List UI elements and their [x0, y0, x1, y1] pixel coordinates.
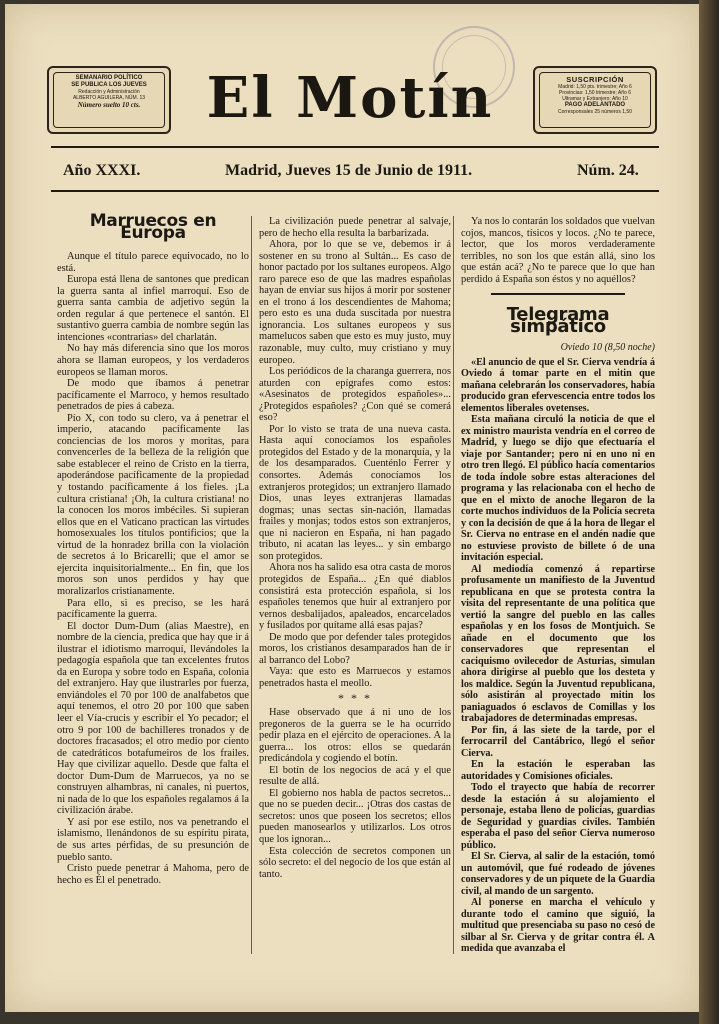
- newspaper-title: El Motín: [206, 65, 494, 131]
- paragraph: «El anuncio de que el Sr. Cierva vendría á Oviedo á tomar parte en el mitin que mañana celebrarán los conservadores, había producido gran efervescencia entre todos los elementos liberales ovetenses.: [461, 356, 655, 414]
- paragraph: Aunque el título parece equivocado, no lo está.: [57, 251, 249, 274]
- paragraph: Ahora nos ha salido esa otra casta de moros protegidos de España... ¿En qué diablos consistirá esta protección española, si los españoles tenemos que huir al extranjero por vernos desbalijados, apaleados, encarcelados y fusilados por quítame allá esas pajas?: [259, 562, 451, 632]
- paragraph: Vaya: que esto es Marruecos y estamos penetrados hasta el meollo.: [259, 666, 451, 689]
- paragraph: Para ello, si es preciso, se les hará pacíficamente la guerra.: [57, 597, 249, 621]
- info-line: Redacción y Administración: [78, 89, 140, 95]
- paragraph: De modo que íbamos á penetrar pacíficamente el Marroco, y hemos resultado penetrados de pies á cabeza.: [57, 378, 249, 413]
- info-line: ALBERTO AGUILERA, NÚM. 13: [72, 95, 146, 101]
- paragraph: No hay más diferencia sino que los moros ahora se llaman europeos, y los verdaderos europeos se llaman moros.: [57, 343, 249, 378]
- paragraph: Ahora, por lo que se ve, debemos ir á sostener en su trono al Sultán... Es caso de honor pactado por los sultanes europeos. Algo raro parece eso de que las madres españolas hayan de enviar sus hijos á morir por sostener en el trono á los descendientes de Mahoma; pero esto es una duda suscitada por nuestra ignorancia. Los sultanes europeos y sus mamelucos saben que esto es muy justo, muy razonable, muy culto, muy cristiano y muy europeo.: [259, 239, 451, 366]
- masthead-rule: [51, 146, 659, 148]
- issue-rule: [51, 190, 659, 192]
- section-separator: * * *: [338, 691, 372, 706]
- paragraph: Pío X, con todo su clero, va á penetrar el imperio, atacando pacíficamente las conciencias de los moros y moritas, para convencerles de la belleza de la religión que sabe establecer el reino de Cristo en la tierra, apoderándose pacíficamente de la propiedad y tostando pacíficamente á los fieles. ¡La cultura cristiana! ¡Oh, la cultura cristiana! no la conocen los moros imbéciles. Si supieran ellos que en el Vaticano practican las virtudes homosexuales los títulos pontificios; que la virtud de la honradez brilla con la violación de secretos á lo Bricarelli; que el amor se ejercita inquisitorialmente... En fin, que los moros son unos perdidos y hay que moralizarlos cristianamente.: [57, 412, 249, 597]
- publication-info-box: [47, 66, 171, 134]
- paragraph: Al mediodía comenzó á repartirse profusamente un manifiesto de la Juventud republicana en que se protesta contra la visita del representante de una política que vertió la sangre del pueblo en las calles españolas y en los fosos de Montjuich. Se añade en el documento que los conservadores que representan el caciquismo ovilecedor de Asturias, simulan ahora dirigirse al pueblo que los desteta y los maldice. Según la Juventud republicana, sólo asistirán al proyectado mitin los paniaguados ó esclavos de Comillas y los trabajadores de determinadas empresas.: [461, 563, 655, 725]
- paragraph: Y así por ese estilo, nos va penetrando el islamismo, llenándonos de su espíritu pirata, de sus artes pérfidas, de su presunción de pueblo santo.: [57, 816, 249, 863]
- column-2: [259, 216, 451, 880]
- issue-line: [63, 162, 653, 184]
- info-line: SEMANARIO POLÍTICO: [75, 75, 143, 81]
- info-price: Número suelto 10 cts.: [77, 101, 141, 109]
- subscription-line: Corresponsales 25 números 1,50: [558, 109, 632, 115]
- paragraph: El Sr. Cierva, al salir de la estación, tomó un automóvil, que fué rodeado de jóvenes conservadores y de un piquete de la Guardia civil, al mando de un sargento.: [461, 851, 655, 897]
- article-title: Telegrama simpático: [506, 304, 610, 337]
- column-divider: [453, 216, 454, 954]
- paragraph: Por fin, á las siete de la tarde, por el ferrocarril del Cantábrico, llegó el señor Cierva.: [461, 724, 655, 759]
- telegram-dateline: Oviedo 10 (8,50 noche): [560, 342, 655, 354]
- paragraph: En la estación le esperaban las autoridades y Comisiones oficiales.: [461, 759, 655, 782]
- issue-year: Año XXXI.: [63, 162, 141, 179]
- paragraph: Por lo visto se trata de una nueva casta. Hasta aquí conocíamos los españoles protegidos del Estado y de la monarquía, y la de los desamparados. Cuenténlo Ferrer y consortes. Además conocíamos los extranjeros protegidos; un extranjero llamado Dios, unas leyes extranjeras llamadas dogmas; unas sectas sin-nación, llamadas frailes y monjas; todos estos son extranjeros, que ni nacieron en España, ni han pagado tributo, ni acatan las leyes... y sin embargo son protegidos.: [259, 423, 451, 562]
- subscription-title: SUSCRIPCIÓN: [566, 75, 624, 84]
- paragraph: Esta mañana circuló la noticia de que el ex ministro maurista vendría en el correo de Madrid, y luego se dijo que efectuaría el viaje por Santander; pero ni en uno ni en otro tren llegó. El público hacía comentarios de toda índole sobre estas alteraciones del programa y las relacionaba con el hecho de que en el mixto de anoche llegaron de la corte muchos individuos de la Policía secreta y con la decisión de que á la hora de llegar el Sr. Cierva no entrase en el andén nadie que no estuviese provisto de billete ó de una invitación especial.: [461, 414, 655, 564]
- paragraph: Cristo puede penetrar á Mahoma, pero de hecho es Él el penetrado.: [57, 863, 249, 886]
- paragraph: La civilización puede penetrar al salvaje, pero de hecho ella resulta la barbarizada.: [259, 216, 451, 239]
- article-title: Marruecos en Europa: [89, 211, 217, 243]
- subscription-line: Provincias: 1,50 trimestre; Año 6: [559, 90, 631, 96]
- info-line: SE PUBLICA LOS JUEVES: [71, 82, 147, 88]
- paragraph: Al ponerse en marcha el vehículo y durante todo el camino que siguió, la multitud que presenciaba su paso no cesó de silbar al Sr. Cierva y de gritar contra él. A medida que avanzaba el: [461, 897, 655, 955]
- subscription-line: Madrid: 1,50 pts. trimestre; Año 6: [558, 84, 632, 90]
- subscription-line: PAGO ADELANTADO: [564, 102, 626, 108]
- article-divider: [491, 293, 625, 295]
- column-divider: [251, 216, 252, 954]
- paragraph: Europa está llena de santones que predican la guerra santa al infiel marroquí. Eso de guerra santa cambia de adjetivo según la orden regular á que pertenece el santón. El sustantivo guerra cambia de nombre según las intenciones «contrarias» del charlatán.: [57, 274, 249, 343]
- paragraph: El doctor Dum-Dum (alias Maestre), en nombre de la ciencia, predica que hay que ir á ilustrar el idiotismo marroquí, llevándoles la pedagogía española que tan excelentes frutos da en Europa y sobre todo en España, colonia del extranjero. Hay que ilustrarles por fuerza, enviándoles el 70 por 100 de analfabetos que aquí tenemos, el otro 20 por 100 que saben leer el Vía-crucis y escribir el Yo pecador; el otro 9 por 100 de bachilleres tronados y de doctores fracasados; el otro medio por ciento de catedráticos botafumeiros de los frailes. Hay que civilizar aquello. Desde que falta el doctor Dum-Dum de Marruecos, ya no se construyen alhambras, ni canales, ni puertos, ni nada de lo que los españoles regalamos á la civilización árabe.: [57, 620, 249, 817]
- column-3: [461, 216, 655, 955]
- paragraph: Esta colección de secretos componen un sólo secreto: el del negocio de los que están al tanto.: [259, 845, 451, 880]
- scan-edge: [699, 0, 719, 1024]
- issue-date: Madrid, Jueves 15 de Junio de 1911.: [225, 162, 473, 179]
- subscription-line: Ultramar y Extranjero: Año 10: [562, 96, 628, 102]
- paragraph: De modo que por defender tales protegidos moros, los cristianos desamparados han de ir al barranco del Lobo?: [259, 631, 451, 666]
- paragraph: El gobierno nos habla de pactos secretos... que no se pueden decir... ¡Otras dos castas de secretos: unos que poseen los secretos; ellos pueden manosearlos y utilizarlos. Los otros que los ignoran...: [259, 787, 451, 845]
- column-1: [57, 211, 249, 886]
- paragraph: Todo el trayecto que había de recorrer desde la estación á su alojamiento el personaje, estaba lleno de policías, guardias de Seguridad y guardias civiles. También esperaba el paso del señor Cierva numeroso público.: [461, 782, 655, 851]
- paragraph: Ya nos lo contarán los soldados que vuelvan cojos, mancos, tísicos y locos. ¿No te parece, lector, que los moros verdaderamente terribles, no son los que están allá, sino los que están acá? ¿No te parece que lo que han perdido á España son éstos y no aquéllos?: [461, 216, 655, 285]
- issue-number: Núm. 24.: [577, 162, 639, 179]
- newspaper-page: [5, 4, 699, 1012]
- paragraph: Hase observado que á ni uno de los pregoneros de la guerra se le ha ocurrido pedir plaza en el ejército de operaciones. A la guerra... los otros: ellos se quedarán predicándola y cogiendo el botín.: [259, 706, 451, 765]
- paragraph: El botín de los negocios de acá y el que resulte de allá.: [259, 764, 451, 788]
- subscription-box: [533, 66, 657, 134]
- paragraph: Los periódicos de la charanga guerrera, nos aturden con epígrafes como estos: «Asesinatos de protegidos españoles»... ¿Protegidos españoles? ¿Con qué se comerá eso?: [259, 366, 451, 424]
